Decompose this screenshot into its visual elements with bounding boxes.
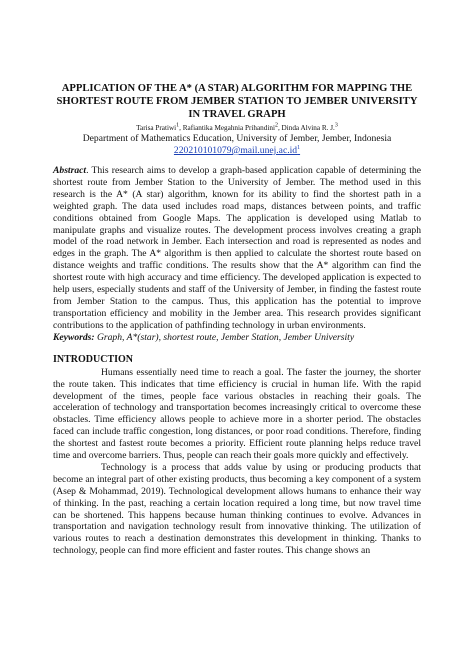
affiliation: Department of Mathematics Education, University of Jember, Jember, Indonesia	[82, 133, 392, 144]
email-line	[53, 145, 421, 157]
email-address: 220210101079@mail.unej.ac.id	[173, 145, 298, 156]
abstract-text: . This research aims to develop a graph-based application capable of determining the shortest route from Jember Station to the University of Jember. The method used in this research is the A* (A star) algorithm, known for its ability to find the shortest path in a weighted graph. The data used includes road maps, distances between points, and traffic conditions obtained from Google Maps. The application is developed using Matlab to manipulate graphs and visualize routes. The development process involves creating a graph model of the road network in Jember. Each intersection and road is represented as nodes and edges in the graph. The A* algorithm is then applied to calculate the shortest route based on distance weights and traffic conditions. The results show that the A* algorithm can find the shortest route with high accuracy and time efficiency. The developed application is expected to help users, especially students and staff of the University of Jember, in finding the fastest route from Jember Station to the campus. Thus, this application has the potential to improve transportation efficiency and mobility in the Jember area. This research provides significant contributions to the application of pathfinding technology in urban environments.	[53, 165, 421, 331]
email-superscript: 1	[297, 144, 301, 151]
introduction-paragraph: Humans essentially need time to reach a goal. The faster the journey, the shorter the route taken. This indicates that time efficiency is crucial in human life. With the rapid development of the times, people face various obstacles in reaching their goals. The acceleration of technology and transportation becomes increasingly critical to overcome these obstacles. Time efficiency allows people to achieve more in a shorter period. The obstacles faced can include traffic congestion, long distances, or poor road conditions. Therefore, finding the shortest and fastest route becomes a priority. Efficient route planning helps reduce travel time and overcome barriers. Thus, people can reach their goals more quickly and effectively.	[53, 366, 421, 462]
author-name: Tarisa Pratiwi	[136, 124, 177, 132]
paper-title: APPLICATION OF THE A* (A STAR) ALGORITHM FOR MAPPING THE SHORTEST ROUTE FROM JEMBER STATION TO JEMBER UNIVERSITY IN TRAVEL GRAPH	[56, 83, 418, 120]
keywords-label: Keywords:	[53, 331, 95, 343]
introduction-heading: INTRODUCTION	[53, 353, 134, 365]
author-name: Rafiantika Megahnia Prihandini	[182, 124, 275, 132]
author-superscript: 2	[274, 122, 278, 129]
author-name: Dinda Alvina R. J.	[281, 124, 335, 132]
keywords	[53, 332, 421, 344]
email-link[interactable]	[174, 145, 300, 156]
keywords-text: Graph, A*(star), shortest route, Jember Station, Jember University	[94, 331, 355, 343]
author-superscript: 1	[176, 122, 180, 129]
author-superscript: 3	[334, 122, 338, 129]
abstract-label: Abstract	[53, 165, 87, 176]
abstract	[53, 165, 421, 332]
author-list: Tarisa Pratiwi$^1$, Rafiantika Megahnia Prihandini$^2$, Dinda Alvina R. J.$^3$	[136, 122, 338, 132]
introduction-paragraph: Technology is a process that adds value by using or producing products that become an integral part of other existing products, thus becoming a key component of a system (Asep & Mohammad, 2019). Technological development allows humans to enhance their way of thinking. In the past, reaching a certain location required a long time, but now travel time can be shortened. This happens because human thinking continues to evolve. Advances in transportation and navigation technology result from innovative thinking. The utilization of various routes to reach a destination demonstrates this development in thinking. Thanks to technology, people can find more efficient and faster routes. This change shows an	[53, 461, 421, 557]
